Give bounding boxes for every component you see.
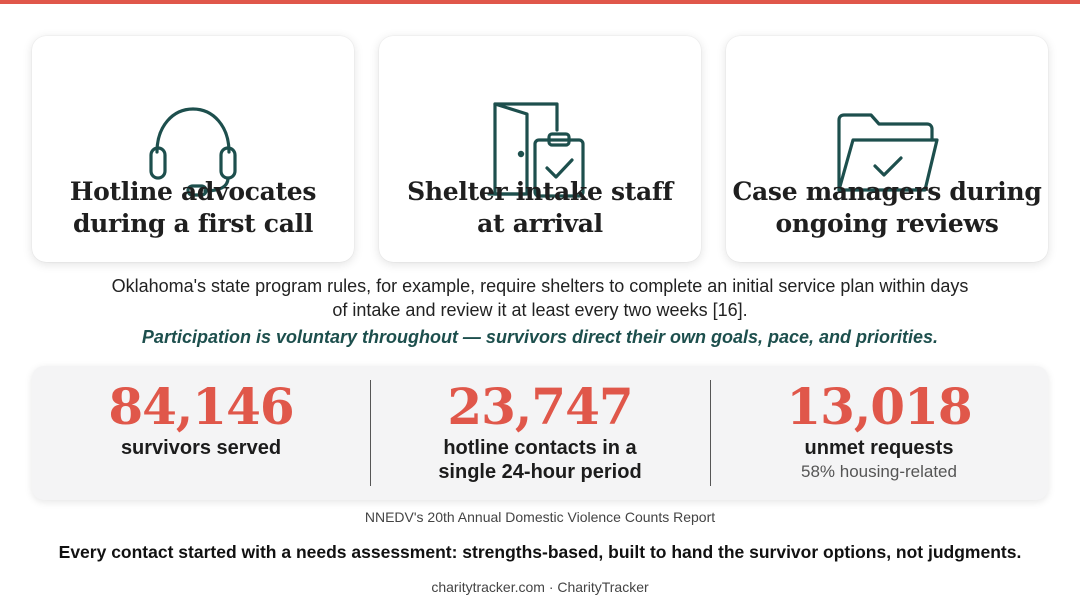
program-rules-note: Oklahoma's state program rules, for example, require shelters to complete an initial service plan within days of intake and review it at least every two weeks [16]. [111,276,969,320]
card-shelter-intake [379,36,701,262]
conclusion-statement: Every contact started with a needs assessment: strengths-based, built to hand the survivor options, not judgments. [58,542,1022,562]
top-accent-bar [0,0,1080,4]
stat-value: 84,146 [108,377,294,436]
stat-label: hotline contacts in a [443,437,637,459]
card-hotline-advocates [32,36,354,262]
card-case-managers [726,36,1048,262]
stat-label: survivors served [120,437,282,459]
stat-sublabel: 58% housing-related [801,462,957,481]
stat-unmet-requests [710,366,1048,500]
stat-label: unmet requests [804,437,954,459]
stat-survivors-served [32,366,370,500]
voluntary-participation-tagline: Participation is voluntary throughout — survivors direct their own goals, pace, and priorities. [141,327,939,347]
stats-panel [32,366,1048,500]
stat-hotline-contacts [371,366,709,500]
stat-value: 23,747 [447,377,633,436]
source-citation: NNEDV's 20th Annual Domestic Violence Counts Report [364,509,716,525]
card-title: Hotline advocates during a first call [69,177,317,238]
card-title: Case managers during ongoing reviews [732,177,1042,238]
stat-value: 13,018 [786,377,972,436]
card-title: Shelter intake staff at arrival [407,177,673,238]
footer-credit: charitytracker.com · CharityTracker [431,579,649,595]
stat-label: single 24-hour period [438,461,642,483]
